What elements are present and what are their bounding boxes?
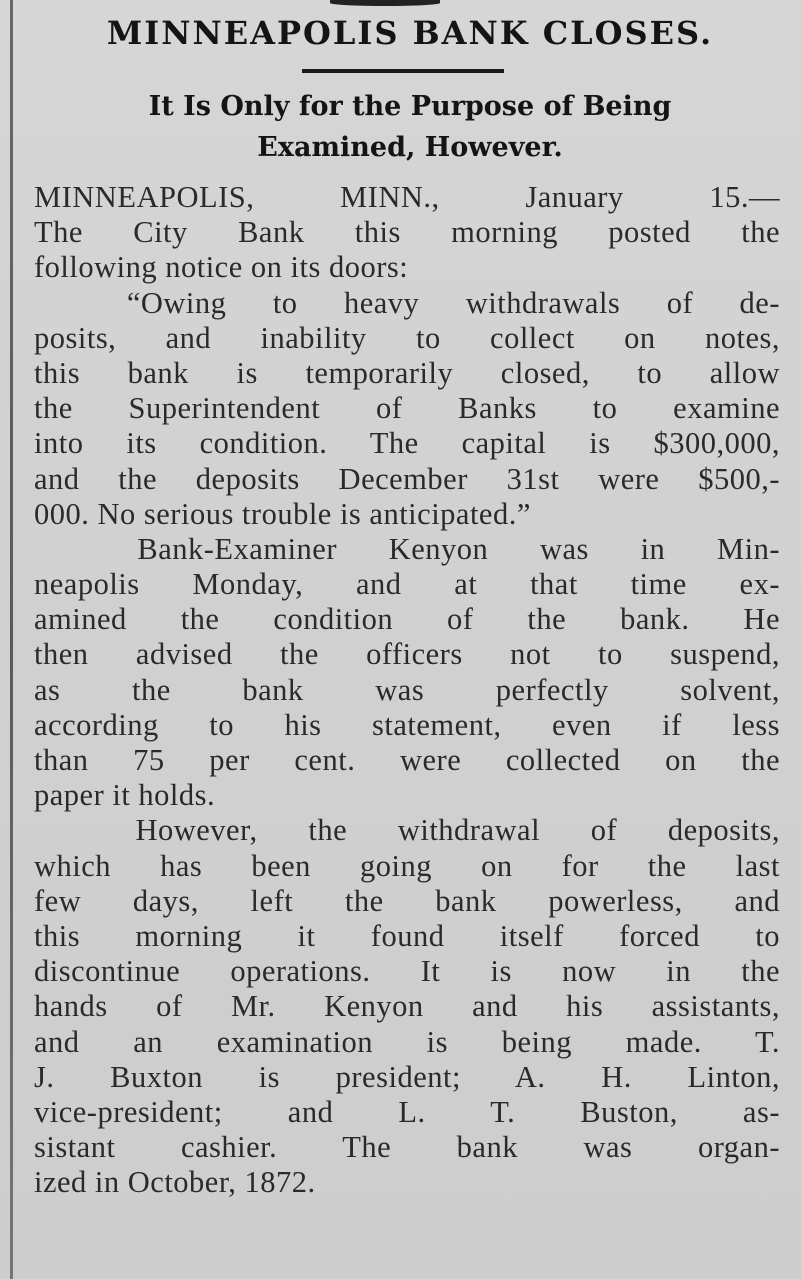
column-rule bbox=[10, 0, 13, 1279]
headline: MINNEAPOLIS BANK CLOSES. bbox=[106, 14, 714, 52]
body-line: vice-president; and L. T. Buston, as- bbox=[34, 1094, 780, 1129]
body-line: ized in October, 1872. bbox=[34, 1165, 316, 1200]
body-line: neapolis Monday, and at that time ex- bbox=[34, 567, 780, 602]
body-line: 000. No serious trouble is anticipated.” bbox=[34, 496, 531, 531]
body-line: amined the condition of the bank. He bbox=[34, 602, 780, 637]
subhead-line: Examined, However. bbox=[257, 132, 563, 163]
body-line: The City Bank this morning posted the bbox=[34, 215, 780, 250]
headline-rule bbox=[302, 69, 504, 73]
subhead-line: It Is Only for the Purpose of Being bbox=[148, 91, 672, 122]
subheadline bbox=[30, 86, 790, 168]
body-line: and an examination is being made. T. bbox=[34, 1024, 780, 1059]
body-line: paper it holds. bbox=[34, 778, 216, 813]
top-ink-mark bbox=[330, 0, 440, 6]
body-line: the Superintendent of Banks to examine bbox=[34, 391, 780, 426]
body-line: as the bank was perfectly solvent, bbox=[34, 672, 780, 707]
body-line: posits, and inability to collect on notes, bbox=[34, 320, 780, 355]
body-line: this bank is temporarily closed, to allow bbox=[34, 355, 780, 390]
body-line: few days, left the bank powerless, and bbox=[34, 883, 780, 918]
body-line: and the deposits December 31st were $500,- bbox=[34, 461, 780, 496]
body-line: J. Buxton is president; A. H. Linton, bbox=[34, 1059, 780, 1094]
body-line: which has been going on for the last bbox=[34, 848, 780, 883]
body-line: sistant cashier. The bank was organ- bbox=[34, 1130, 780, 1165]
body-line: than 75 per cent. were collected on the bbox=[34, 743, 780, 777]
body-line: according to his statement, even if less bbox=[34, 707, 780, 742]
body-line: this morning it found itself forced to bbox=[34, 918, 780, 953]
body-line: However, the withdrawal of deposits, bbox=[34, 813, 780, 848]
body-line: then advised the officers not to suspend, bbox=[34, 637, 780, 672]
body-line: following notice on its doors: bbox=[34, 250, 409, 285]
body-line: discontinue operations. It is now in the bbox=[34, 954, 780, 989]
body-line: into its condition. The capital is $300,000, bbox=[34, 426, 780, 461]
article-body bbox=[34, 180, 780, 1200]
body-line: MINNEAPOLIS, MINN., January 15.— bbox=[34, 180, 780, 214]
body-line: “Owing to heavy withdrawals of de- bbox=[34, 285, 780, 320]
body-line: hands of Mr. Kenyon and his assistants, bbox=[34, 989, 780, 1024]
body-line: Bank-Examiner Kenyon was in Min- bbox=[34, 531, 780, 566]
